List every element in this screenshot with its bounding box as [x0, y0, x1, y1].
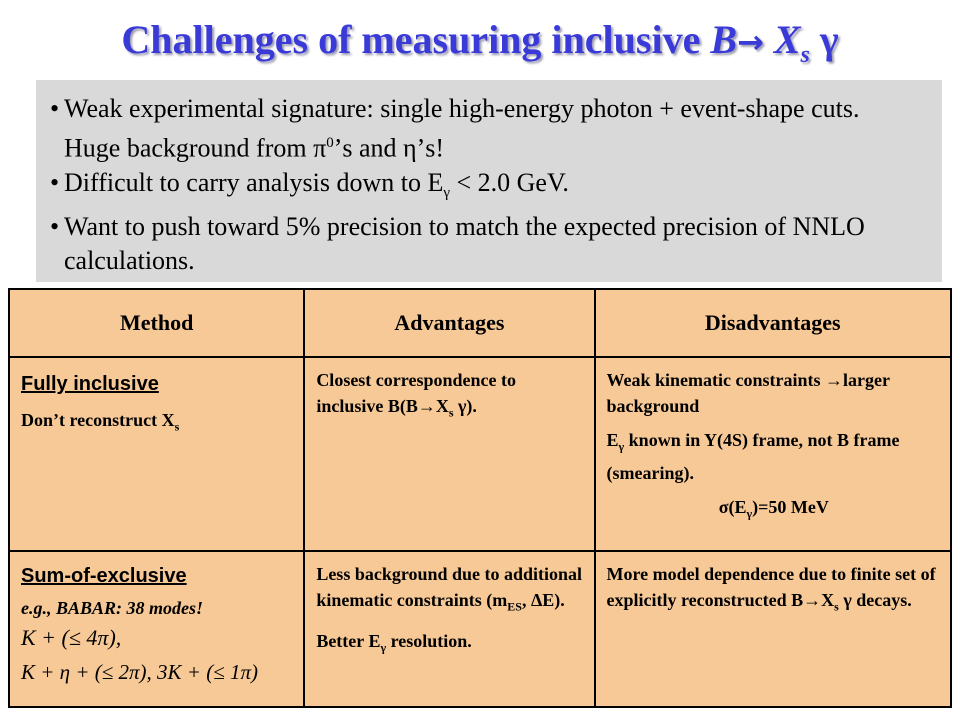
- title-arrow-symbol: →: [737, 23, 764, 61]
- header-advantages: Advantages: [304, 289, 594, 357]
- advantages-cell: [304, 357, 594, 551]
- advantage-text: , ΔE).: [521, 590, 565, 610]
- disadvantage-subscript: γ: [618, 439, 625, 454]
- title-gamma: γ: [819, 17, 839, 62]
- disadvantage-subscript: s: [834, 599, 839, 614]
- title-b: B: [710, 17, 738, 62]
- advantage-item: [316, 628, 584, 661]
- disadvantages-cell: [595, 357, 951, 551]
- bullet-text: Difficult to carry analysis down to E: [64, 167, 444, 197]
- table-row: [9, 357, 951, 551]
- mode-formula: K + η + (≤ 2π), 3K + (≤ 1π): [21, 660, 259, 684]
- advantage-item: [316, 561, 584, 620]
- method-description: e.g., BABAR: 38 modes!: [21, 598, 204, 618]
- disadvantage-text: E: [606, 430, 619, 450]
- advantage-text: resolution.: [386, 630, 472, 651]
- bullet-text: < 2.0 GeV.: [449, 167, 569, 197]
- bullet-superscript: 0: [326, 135, 334, 151]
- slide-title: [0, 16, 960, 69]
- advantages-subscript: s: [448, 405, 454, 420]
- header-disadvantages: Disadvantages: [595, 289, 951, 357]
- bullet-text: Want to push toward 5% precision to match the expected precision of NNLO calculations.: [64, 211, 865, 275]
- mode-formula: K + (≤ 4π),: [21, 625, 122, 650]
- disadvantage-text: More model dependence due to finite set of explicitly reconstructed B→X: [606, 564, 936, 610]
- disadvantage-text: σ(E: [718, 496, 747, 517]
- advantage-subscript: γ: [380, 640, 387, 655]
- bullet-subscript: γ: [443, 184, 450, 201]
- disadvantages-cell: [595, 551, 951, 707]
- bullet-item: [50, 166, 922, 210]
- header-method: Method: [9, 289, 304, 357]
- disadvantage-text: )=50 MeV: [752, 496, 829, 517]
- method-description-subscript: s: [174, 419, 180, 434]
- disadvantage-subscript: γ: [746, 506, 753, 521]
- advantages-text: Closest correspondence to inclusive B(B→X: [316, 370, 516, 416]
- disadvantage-text: known in Y(4S) frame, not B frame (smearing).: [606, 430, 900, 483]
- comparison-table: [8, 288, 952, 708]
- disadvantage-resolution: [607, 494, 941, 527]
- bullet-list: [50, 92, 922, 278]
- method-cell: [9, 551, 304, 707]
- disadvantage-text: γ decays.: [838, 590, 912, 610]
- bullet-item: [50, 210, 922, 278]
- bullet-text: ’s and η’s!: [333, 133, 445, 163]
- method-description-text: Don’t reconstruct X: [21, 410, 175, 430]
- table-header-row: [9, 289, 951, 357]
- bullet-text: Weak experimental signature: single high-energy photon + event-shape cuts. Huge background from π: [64, 94, 860, 163]
- method-title: Sum-of-exclusive: [21, 565, 187, 587]
- title-x: X: [773, 17, 801, 62]
- method-description: [21, 407, 294, 440]
- method-cell: [9, 357, 304, 551]
- bullet-box: [36, 80, 942, 282]
- disadvantage-item: [607, 427, 941, 486]
- table-row: [9, 551, 951, 707]
- method-title: Fully inclusive: [21, 373, 159, 395]
- advantages-text-end: γ).: [453, 396, 477, 416]
- advantage-text: Better E: [316, 630, 381, 651]
- title-subscript-s: s: [800, 42, 810, 68]
- advantage-text: Less background due to additional kinematic constraints (m: [316, 564, 583, 610]
- advantages-cell: [304, 551, 594, 707]
- title-text: Challenges of measuring inclusive: [121, 17, 711, 62]
- bullet-item: [50, 92, 922, 166]
- advantage-subscript: ES: [507, 599, 522, 614]
- disadvantage-item: Weak kinematic constraints →larger background: [606, 370, 890, 416]
